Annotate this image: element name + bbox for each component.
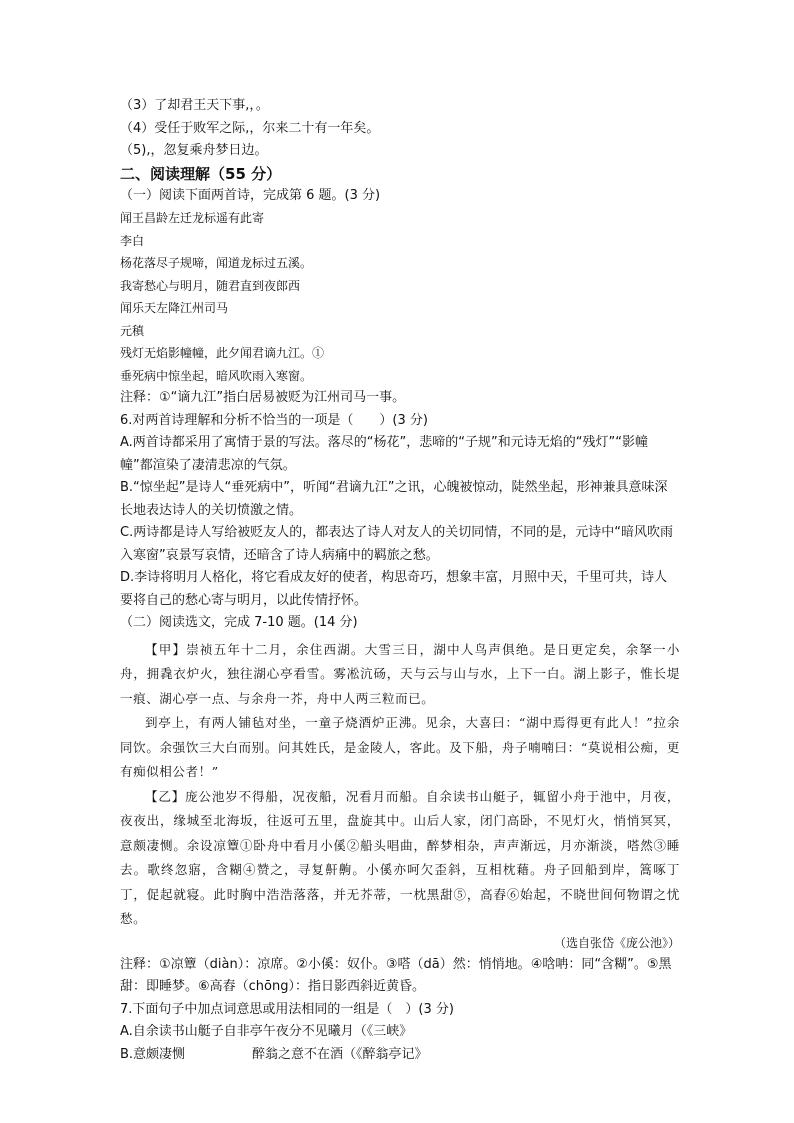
question-7-option-b-left: B.意颇凄恻 bbox=[120, 1046, 186, 1062]
poem-2-line-2: 垂死病中惊坐起，暗风吹雨入寒窗。 bbox=[120, 368, 313, 383]
poem-2-author: 元稹 bbox=[120, 323, 145, 338]
passage-jia-paragraph-2: 到亭上，有两人铺毡对坐，一童子烧酒炉正沸。见余，大喜曰：“湖中焉得更有此人！”拉余同饮。余强饮三大白而别。问其姓氏，是金陵人，客此。及下船，舟子喃喃曰：“莫说相公痴，更有痴似相公者！” bbox=[120, 715, 680, 779]
poem-2-line-1: 残灯无焰影幢幢，此夕闻君谪九江。① bbox=[120, 346, 325, 360]
poem-1-line-1: 杨花落尽子规啼，闻道龙标过五溪。 bbox=[120, 256, 313, 270]
section-title: 二、阅读理解（55 分） bbox=[120, 164, 282, 183]
part-two-instruction: （二）阅读选文，完成 7-10 题。(14 分) bbox=[120, 615, 358, 630]
fill-item-4: （4）受任于败军之际,，尔来二十有一年矣。 bbox=[120, 120, 380, 136]
passage-jia-paragraph-1: 【甲】崇祯五年十二月，余住西湖。大雪三日，湖中人鸟声俱绝。是日更定矣，余拏一小舟，拥毳衣炉火，独往湖心亭看雪。雾凇沆砀，天与云与山与水，上下一白。湖上影子，惟长堤一痕、湖心亭一点、与余舟一芥，舟中人两三粒而已。 bbox=[120, 641, 680, 706]
passage-notes: 注释：①凉簟（diàn）：凉席。②小傒：奴仆。③嗒（dā）然：悄悄地。④唅呥：同“含糊”。⑤黑甜：即睡梦。⑥高舂（chōng）：指日影西斜近黄昏。 bbox=[120, 956, 672, 994]
question-6-option-b: B.“惊坐起”是诗人“垂死病中”，听闻“君谪九江”之讯，心魄被惊动，陡然坐起，形神兼具意味深长地表达诗人的关切愤激之情。 bbox=[120, 480, 668, 518]
poem-1-title: 闻王昌龄左迁龙标遥有此寄 bbox=[120, 211, 265, 225]
part-two bbox=[120, 612, 680, 1066]
question-7-option-b-right: 醉翁之意不在酒（《醉翁亭记》 bbox=[252, 1046, 428, 1062]
question-6-option-c: C.两诗都是诗人写给被贬友人的，都表达了诗人对友人的关切同情，不同的是，元诗中“暗风吹雨入寒窗”哀景写哀情，还暗含了诗人病痛中的羁旅之愁。 bbox=[120, 525, 673, 563]
question-7-option-a: A.自余读书山艇子自非亭午夜分不见曦月（《三峡》 bbox=[120, 1024, 413, 1039]
question-7-stem: 7.下面句子中加点词意思或用法相同的一组是（ ）(3 分) bbox=[120, 1001, 454, 1017]
question-6-option-a: A.两首诗都采用了寓情于景的写法。落尽的“杨花”，悲啼的“子规”和元诗无焰的“残灯”“影幢幢”都渲染了凄清悲凉的气氛。 bbox=[120, 435, 648, 473]
poem-1-author: 李白 bbox=[120, 233, 145, 248]
poem-1-line-2: 我寄愁心与明月，随君直到夜郎西 bbox=[120, 278, 301, 293]
fill-in-items bbox=[120, 95, 680, 163]
question-6-stem: 6.对两首诗理解和分析不恰当的一项是（ ）(3 分) bbox=[120, 412, 428, 428]
poem-2-title: 闻乐天左降江州司马 bbox=[120, 301, 229, 315]
part-one-instruction: （一）阅读下面两首诗，完成第 6 题。(3 分) bbox=[120, 187, 381, 203]
passage-yi: 【乙】庞公池岁不得船，况夜船，况看月而船。自余读书山艇子，辄留小舟于池中，月夜，夜夜出，缘城至北海坂，往返可五里，盘旋其中。山后人家，闭门高卧，不见灯火，悄悄冥冥，意颇凄恻。余设凉簟①卧舟中看月小傒②船头唱曲，醉梦相杂，声声渐远，月亦渐淡，嗒然③睡去。歌终忽寤，含糊④赞之，寻复鼾齁。小傒亦呵欠歪斜，互相枕藉。舟子回船到岸，篙啄丁丁，促起就寝。此时胸中浩浩落落，并无芥蒂，一枕黑甜⑤，高舂⑥始起，不晓世间何物谓之忧愁。 bbox=[120, 788, 680, 926]
question-6-option-d: D.李诗将明月人格化，将它看成友好的使者，构思奇巧，想象丰富，月照中天，千里可共，诗人要将自己的愁心寄与明月，以此传情抒怀。 bbox=[120, 570, 668, 608]
part-one bbox=[120, 185, 680, 613]
page-content bbox=[120, 95, 680, 1066]
fill-item-5: （5),，忽复乘舟梦日边。 bbox=[120, 143, 268, 158]
fill-item-3: （3）了却君王天下事,，。 bbox=[120, 98, 269, 113]
question-7-option-b bbox=[120, 1044, 680, 1067]
poem-note: 注释：①“谪九江”指白居易被贬为江州司马一事。 bbox=[120, 390, 406, 405]
passage-source: （选自张岱《庞公池》） bbox=[553, 935, 680, 950]
